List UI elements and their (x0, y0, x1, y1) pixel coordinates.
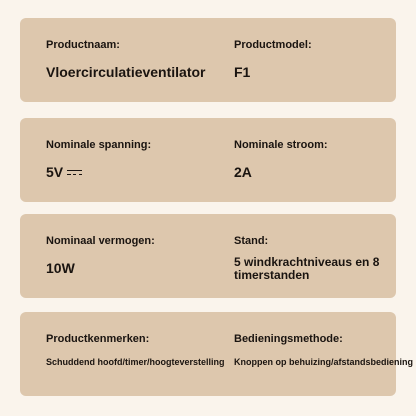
spec-card-voltage-current (20, 118, 396, 202)
dc-current-icon (67, 170, 82, 177)
rated-current-value: 2A (234, 164, 252, 180)
spec-card-features-control (20, 312, 413, 396)
product-model-label: Productmodel: (234, 39, 312, 51)
product-features-label: Productkenmerken: (46, 333, 150, 345)
control-method-label: Bedieningsmethode: (234, 333, 343, 345)
rated-voltage-label: Nominale spanning: (46, 139, 152, 151)
rated-voltage-value: 5V (46, 164, 64, 180)
mode-value: 5 windkrachtniveaus en 8 timerstanden (234, 255, 380, 282)
rated-power-value: 10W (46, 260, 75, 276)
product-name-value: Vloercirculatieventilator (46, 64, 206, 80)
product-features-value: Schuddend hoofd/timer/hoogteverstelling (46, 357, 225, 367)
product-name-label: Productnaam: (46, 39, 120, 51)
control-method-value: Knoppen op behuizing/afstandsbediening (234, 357, 413, 367)
rated-power-label: Nominaal vermogen: (46, 235, 155, 247)
rated-voltage-value-wrap (46, 164, 82, 180)
product-model-value: F1 (234, 64, 251, 80)
spec-card-power-mode (20, 214, 396, 298)
mode-label: Stand: (234, 235, 269, 247)
spec-card-name-model (20, 18, 396, 102)
rated-current-label: Nominale stroom: (234, 139, 328, 151)
